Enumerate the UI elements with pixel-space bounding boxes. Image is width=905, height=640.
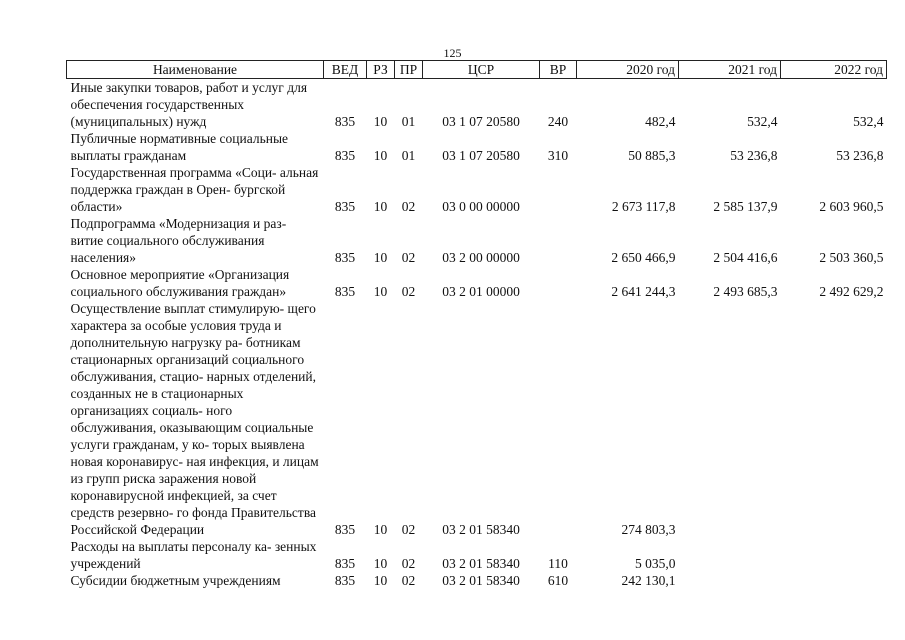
cell-vr <box>540 266 577 300</box>
table-row <box>67 215 887 266</box>
cell-2020: 242 130,1 <box>621 573 676 588</box>
header-rz: РЗ <box>367 61 395 79</box>
header-csr: ЦСР <box>423 61 540 79</box>
header-2022: 2022 год <box>781 61 887 79</box>
cell-csr: 03 2 00 00000 <box>442 250 520 265</box>
cell-2022 <box>781 572 887 589</box>
header-2021: 2021 год <box>679 61 781 79</box>
cell-2022: 532,4 <box>853 114 884 129</box>
cell-2022: 2 603 960,5 <box>819 199 884 214</box>
cell-rz: 10 <box>373 148 388 163</box>
cell-name: Расходы на выплаты персоналу ка- зенных учреждений <box>70 539 317 571</box>
cell-2020: 50 885,3 <box>628 148 676 163</box>
table-row <box>67 300 887 538</box>
cell-rz: 10 <box>373 284 388 299</box>
cell-2022: 2 492 629,2 <box>819 284 884 299</box>
header-name: Наименование <box>67 61 324 79</box>
table-row <box>67 164 887 215</box>
cell-2020: 274 803,3 <box>621 522 676 537</box>
header-pr: ПР <box>395 61 423 79</box>
cell-2021 <box>679 572 781 589</box>
cell-rz: 10 <box>373 114 388 129</box>
cell-name: Субсидии бюджетным учреждениям <box>70 573 281 588</box>
cell-pr: 02 <box>401 556 416 571</box>
table-row <box>67 79 887 131</box>
cell-ved: 835 <box>334 556 356 571</box>
header-2020: 2020 год <box>577 61 679 79</box>
cell-csr: 03 1 07 20580 <box>442 148 520 163</box>
cell-2021 <box>679 538 781 572</box>
cell-2021: 2 493 685,3 <box>713 284 778 299</box>
cell-rz: 10 <box>373 199 388 214</box>
page-number: 125 <box>443 46 462 60</box>
cell-pr: 02 <box>401 199 416 214</box>
cell-2020: 2 641 244,3 <box>611 284 676 299</box>
table-row <box>67 266 887 300</box>
cell-2021: 532,4 <box>747 114 778 129</box>
cell-pr: 02 <box>401 573 416 588</box>
cell-vr <box>540 215 577 266</box>
cell-2021 <box>679 300 781 538</box>
cell-2022: 2 503 360,5 <box>819 250 884 265</box>
cell-csr: 03 2 01 58340 <box>442 556 520 571</box>
cell-ved: 835 <box>334 250 356 265</box>
cell-pr: 02 <box>401 522 416 537</box>
cell-ved: 835 <box>334 114 356 129</box>
header-vr: ВР <box>540 61 577 79</box>
cell-2022: 53 236,8 <box>836 148 884 163</box>
cell-vr: 610 <box>547 573 569 588</box>
table-row <box>67 130 887 164</box>
cell-2022 <box>781 300 887 538</box>
cell-2020: 2 650 466,9 <box>611 250 676 265</box>
cell-vr: 110 <box>548 556 568 571</box>
cell-name: Подпрограмма «Модернизация и раз- витие социального обслуживания населения» <box>70 216 287 265</box>
cell-vr <box>540 300 577 538</box>
cell-ved: 835 <box>334 573 356 588</box>
cell-name: Основное мероприятие «Организация социального обслуживания граждан» <box>70 267 290 299</box>
cell-vr: 310 <box>547 148 569 163</box>
cell-2020: 2 673 117,8 <box>611 199 676 214</box>
cell-ved: 835 <box>334 148 356 163</box>
cell-2020: 482,4 <box>645 114 676 129</box>
cell-2021: 2 585 137,9 <box>713 199 778 214</box>
cell-rz: 10 <box>373 556 388 571</box>
cell-csr: 03 0 00 00000 <box>442 199 520 214</box>
cell-csr: 03 2 01 58340 <box>442 522 520 537</box>
cell-pr: 02 <box>401 284 416 299</box>
cell-name: Публичные нормативные социальные выплаты гражданам <box>70 131 289 163</box>
cell-pr: 01 <box>401 114 416 129</box>
cell-ved: 835 <box>334 199 356 214</box>
cell-2020: 5 035,0 <box>635 556 676 571</box>
budget-table <box>66 60 887 589</box>
cell-rz: 10 <box>373 573 388 588</box>
cell-ved: 835 <box>334 522 356 537</box>
cell-rz: 10 <box>373 522 388 537</box>
cell-pr: 01 <box>401 148 416 163</box>
cell-rz: 10 <box>373 250 388 265</box>
cell-ved: 835 <box>334 284 356 299</box>
header-ved: ВЕД <box>324 61 367 79</box>
table-row <box>67 538 887 572</box>
cell-name: Иные закупки товаров, работ и услуг для обеспечения государственных (муниципальных) нужд <box>70 80 308 129</box>
cell-2022 <box>781 538 887 572</box>
cell-csr: 03 2 01 58340 <box>442 573 520 588</box>
cell-csr: 03 2 01 00000 <box>442 284 520 299</box>
cell-vr <box>540 164 577 215</box>
cell-name: Государственная программа «Соци- альная поддержка граждан в Орен- бургской области» <box>70 165 319 214</box>
table-row <box>67 572 887 589</box>
cell-2021: 53 236,8 <box>730 148 778 163</box>
cell-name: Осуществление выплат стимулирую- щего характера за особые условия труда и дополнительную нагрузку ра- ботникам стационарных организаций социального обслуживания, стацио- нарных отделений, созданных не в стационарных организациях социаль- ного обслуживания, оказывающим социальные услуги гражданам, у ко- торых выявлена новая коронавирус- ная инфекция, и лицам из групп риска заражения новой коронавирусной инфекцией, за счет средств резервно- го фонда Правительства Российской Федерации <box>70 301 319 537</box>
cell-csr: 03 1 07 20580 <box>442 114 520 129</box>
cell-pr: 02 <box>401 250 416 265</box>
cell-vr: 240 <box>547 114 569 129</box>
cell-2021: 2 504 416,6 <box>713 250 778 265</box>
table-header-row <box>67 61 887 79</box>
